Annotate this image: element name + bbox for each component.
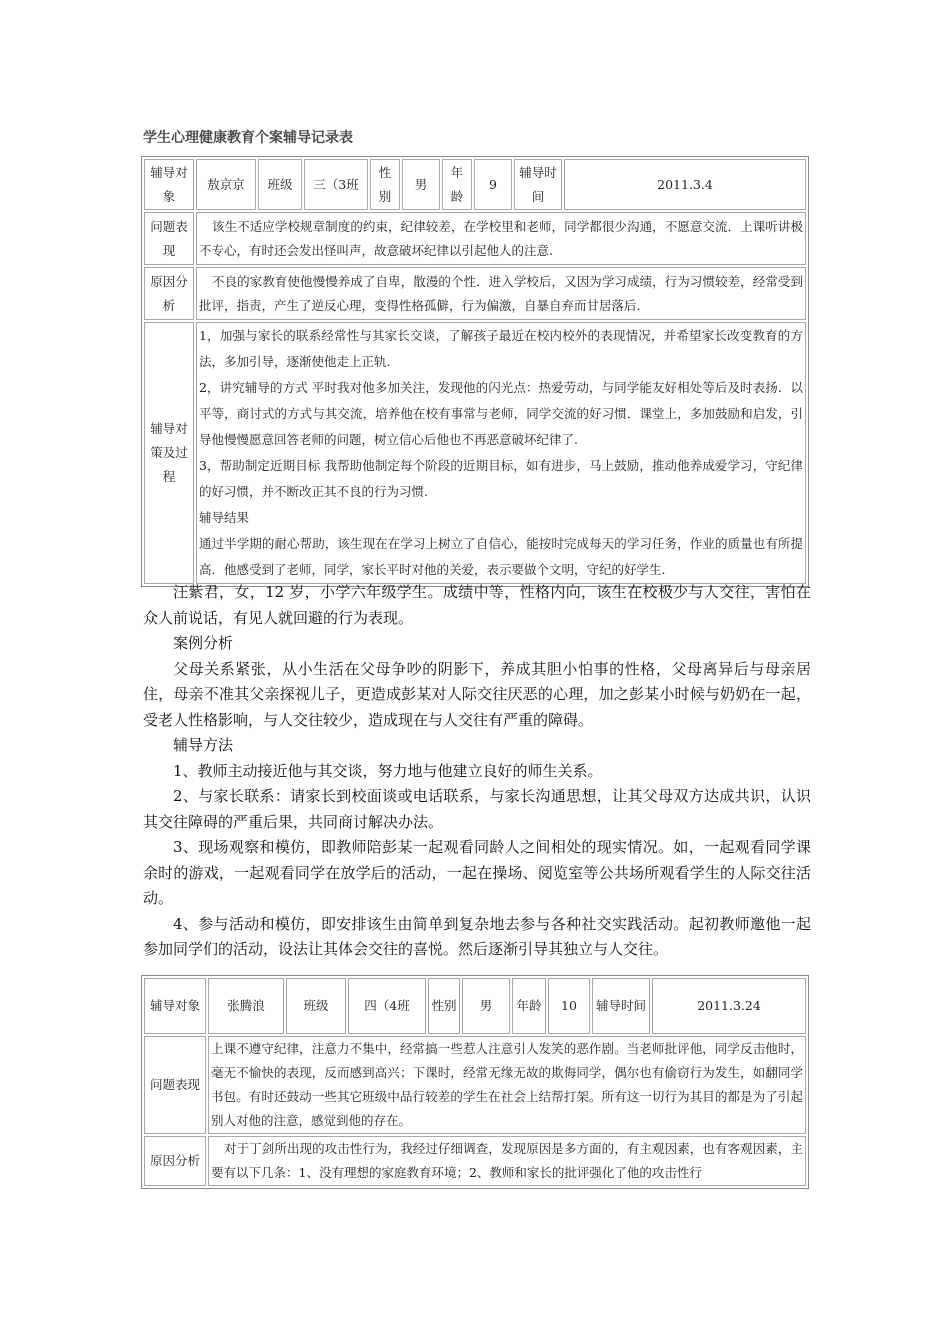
problem-label: 问题表现 [144,1036,206,1134]
time-value: 2011.3.4 [564,159,806,210]
time-label: 辅导时间 [592,978,650,1034]
problem-label: 问题表现 [144,212,194,265]
age-label: 年龄 [512,978,546,1034]
cause-label: 原因分析 [144,1136,206,1186]
method-heading: 辅导方法 [173,736,234,754]
method-item: 4、参与活动和模仿，即安排该生由简单到复杂地去参与各种社交实践活动。起初教师邀他一起参加同学们的活动，设法让其体会交往的喜悦。然后逐渐引导其独立与人交往。 [143,914,811,958]
problem-text: 该生不适应学校规章制度的约束，纪律较差，在学校里和老师，同学都很少沟通，不愿意交流．上课听讲极不专心，有时还会发出怪叫声，故意破坏纪律以引起他人的注意. [196,212,806,265]
class-value: 三（3班 [304,159,368,210]
subject-name: 张腾浪 [208,978,284,1034]
case-intro: 汪紫君，女，12 岁，小学六年级学生。成绩中等，性格内向，该生在校极少与人交往，害怕在众人前说话，有见人就回避的行为表现。 [143,583,811,627]
cause-text: 对于丁剑所出现的攻击性行为，我经过仔细调查，发现原因是多方面的，有主观因素，也有客观因素，主要有以下几条：1、没有理想的家庭教育环境；2、教师和家长的批评强化了他的攻击性行 [208,1136,806,1186]
strategy-item: 3，帮助制定近期目标 我帮助他制定每个阶段的近期目标，如有进步，马上鼓励，推动他养成爱学习，守纪律的好习惯，并不断改正其不良的行为习惯. [199,458,803,499]
time-label: 辅导时间 [514,159,562,210]
strategy-cell [196,322,806,584]
class-label: 班级 [286,978,346,1034]
time-value: 2011.3.24 [652,978,806,1034]
result-heading: 辅导结果 [199,510,250,525]
analysis-heading: 案例分析 [173,634,234,652]
subject-label: 辅导对象 [144,159,194,210]
class-value: 四（4班 [348,978,426,1034]
subject-label: 辅导对象 [144,978,206,1034]
record-table-2 [141,975,809,1189]
case-section [143,580,811,963]
sex-value: 男 [462,978,510,1034]
problem-text: 上课不遵守纪律，注意力不集中，经常搞一些惹人注意引人发笑的恶作剧。当老师批评他，同学反击他时，毫无不愉快的表现，反而感到高兴；下课时，经常无缘无故的欺侮同学，偶尔也有偷窃行为发生，如翻同学书包。有时还鼓动一些其它班级中品行较差的学生在社会上结帮打架。所有这一切行为其目的都是为了引起别人对他的注意，感觉到他的存在。 [208,1036,806,1134]
age-label: 年龄 [442,159,472,210]
record-table-1 [141,156,809,587]
result-text: 通过半学期的耐心帮助，该生现在在学习上树立了自信心，能按时完成每天的学习任务，作业的质量也有所提高．他感受到了老师，同学，家长平时对他的关爱，表示要做个文明，守纪的好学生. [199,536,803,577]
analysis-text: 父母关系紧张，从小生活在父母争吵的阴影下，养成其胆小怕事的性格，父母离异后与母亲居住，母亲不准其父亲探视儿子，更造成彭某对人际交往厌恶的心理，加之彭某小时候与奶奶在一起，受老人性格影响，与人交往较少，造成现在与人交往有严重的障碍。 [143,659,811,729]
method-item: 2、与家长联系：请家长到校面谈或电话联系，与家长沟通思想，让其父母双方达成共识，认识其交往障碍的严重后果，共同商讨解决办法。 [143,787,811,831]
strategy-item: 2，讲究辅导的方式 平时我对他多加关注，发现他的闪光点：热爱劳动，与同学能友好相处等后及时表扬．以平等，商讨式的方式与其交流，培养他在校有事常与老师，同学交流的好习惯．课堂上，多加鼓励和启发，引导他慢慢愿意回答老师的问题，树立信心后他也不再恶意破坏纪律了. [199,380,803,447]
cause-text: 不良的家教育使他慢慢养成了自卑，散漫的个性．进入学校后，又因为学习成绩，行为习惯较差，经常受到批评，指责，产生了逆反心理，变得性格孤僻，行为偏激，自暴自弃而甘居落后. [196,267,806,320]
sex-label: 性别 [370,159,400,210]
sex-label: 性别 [428,978,460,1034]
age-value: 10 [548,978,590,1034]
page-title: 学生心理健康教育个案辅导记录表 [143,130,353,146]
class-label: 班级 [258,159,302,210]
sex-value: 男 [402,159,440,210]
subject-name: 敖京京 [196,159,256,210]
strategy-label: 辅导对策及过程 [144,322,194,584]
age-value: 9 [474,159,512,210]
strategy-item: 1，加强与家长的联系经常性与其家长交谈，了解孩子最近在校内校外的表现情况，并希望家长改变教育的方法，多加引导，逐渐使他走上正轨. [199,328,803,369]
method-item: 1、教师主动接近他与其交谈，努力地与他建立良好的师生关系。 [173,761,603,780]
method-item: 3、现场观察和模仿，即教师陪彭某一起观看同龄人之间相处的现实情况。如，一起观看同学课余时的游戏，一起观看同学在放学后的活动，一起在操场、阅览室等公共场所观看学生的人际交往活动。 [143,838,811,907]
cause-label: 原因分析 [144,267,194,320]
